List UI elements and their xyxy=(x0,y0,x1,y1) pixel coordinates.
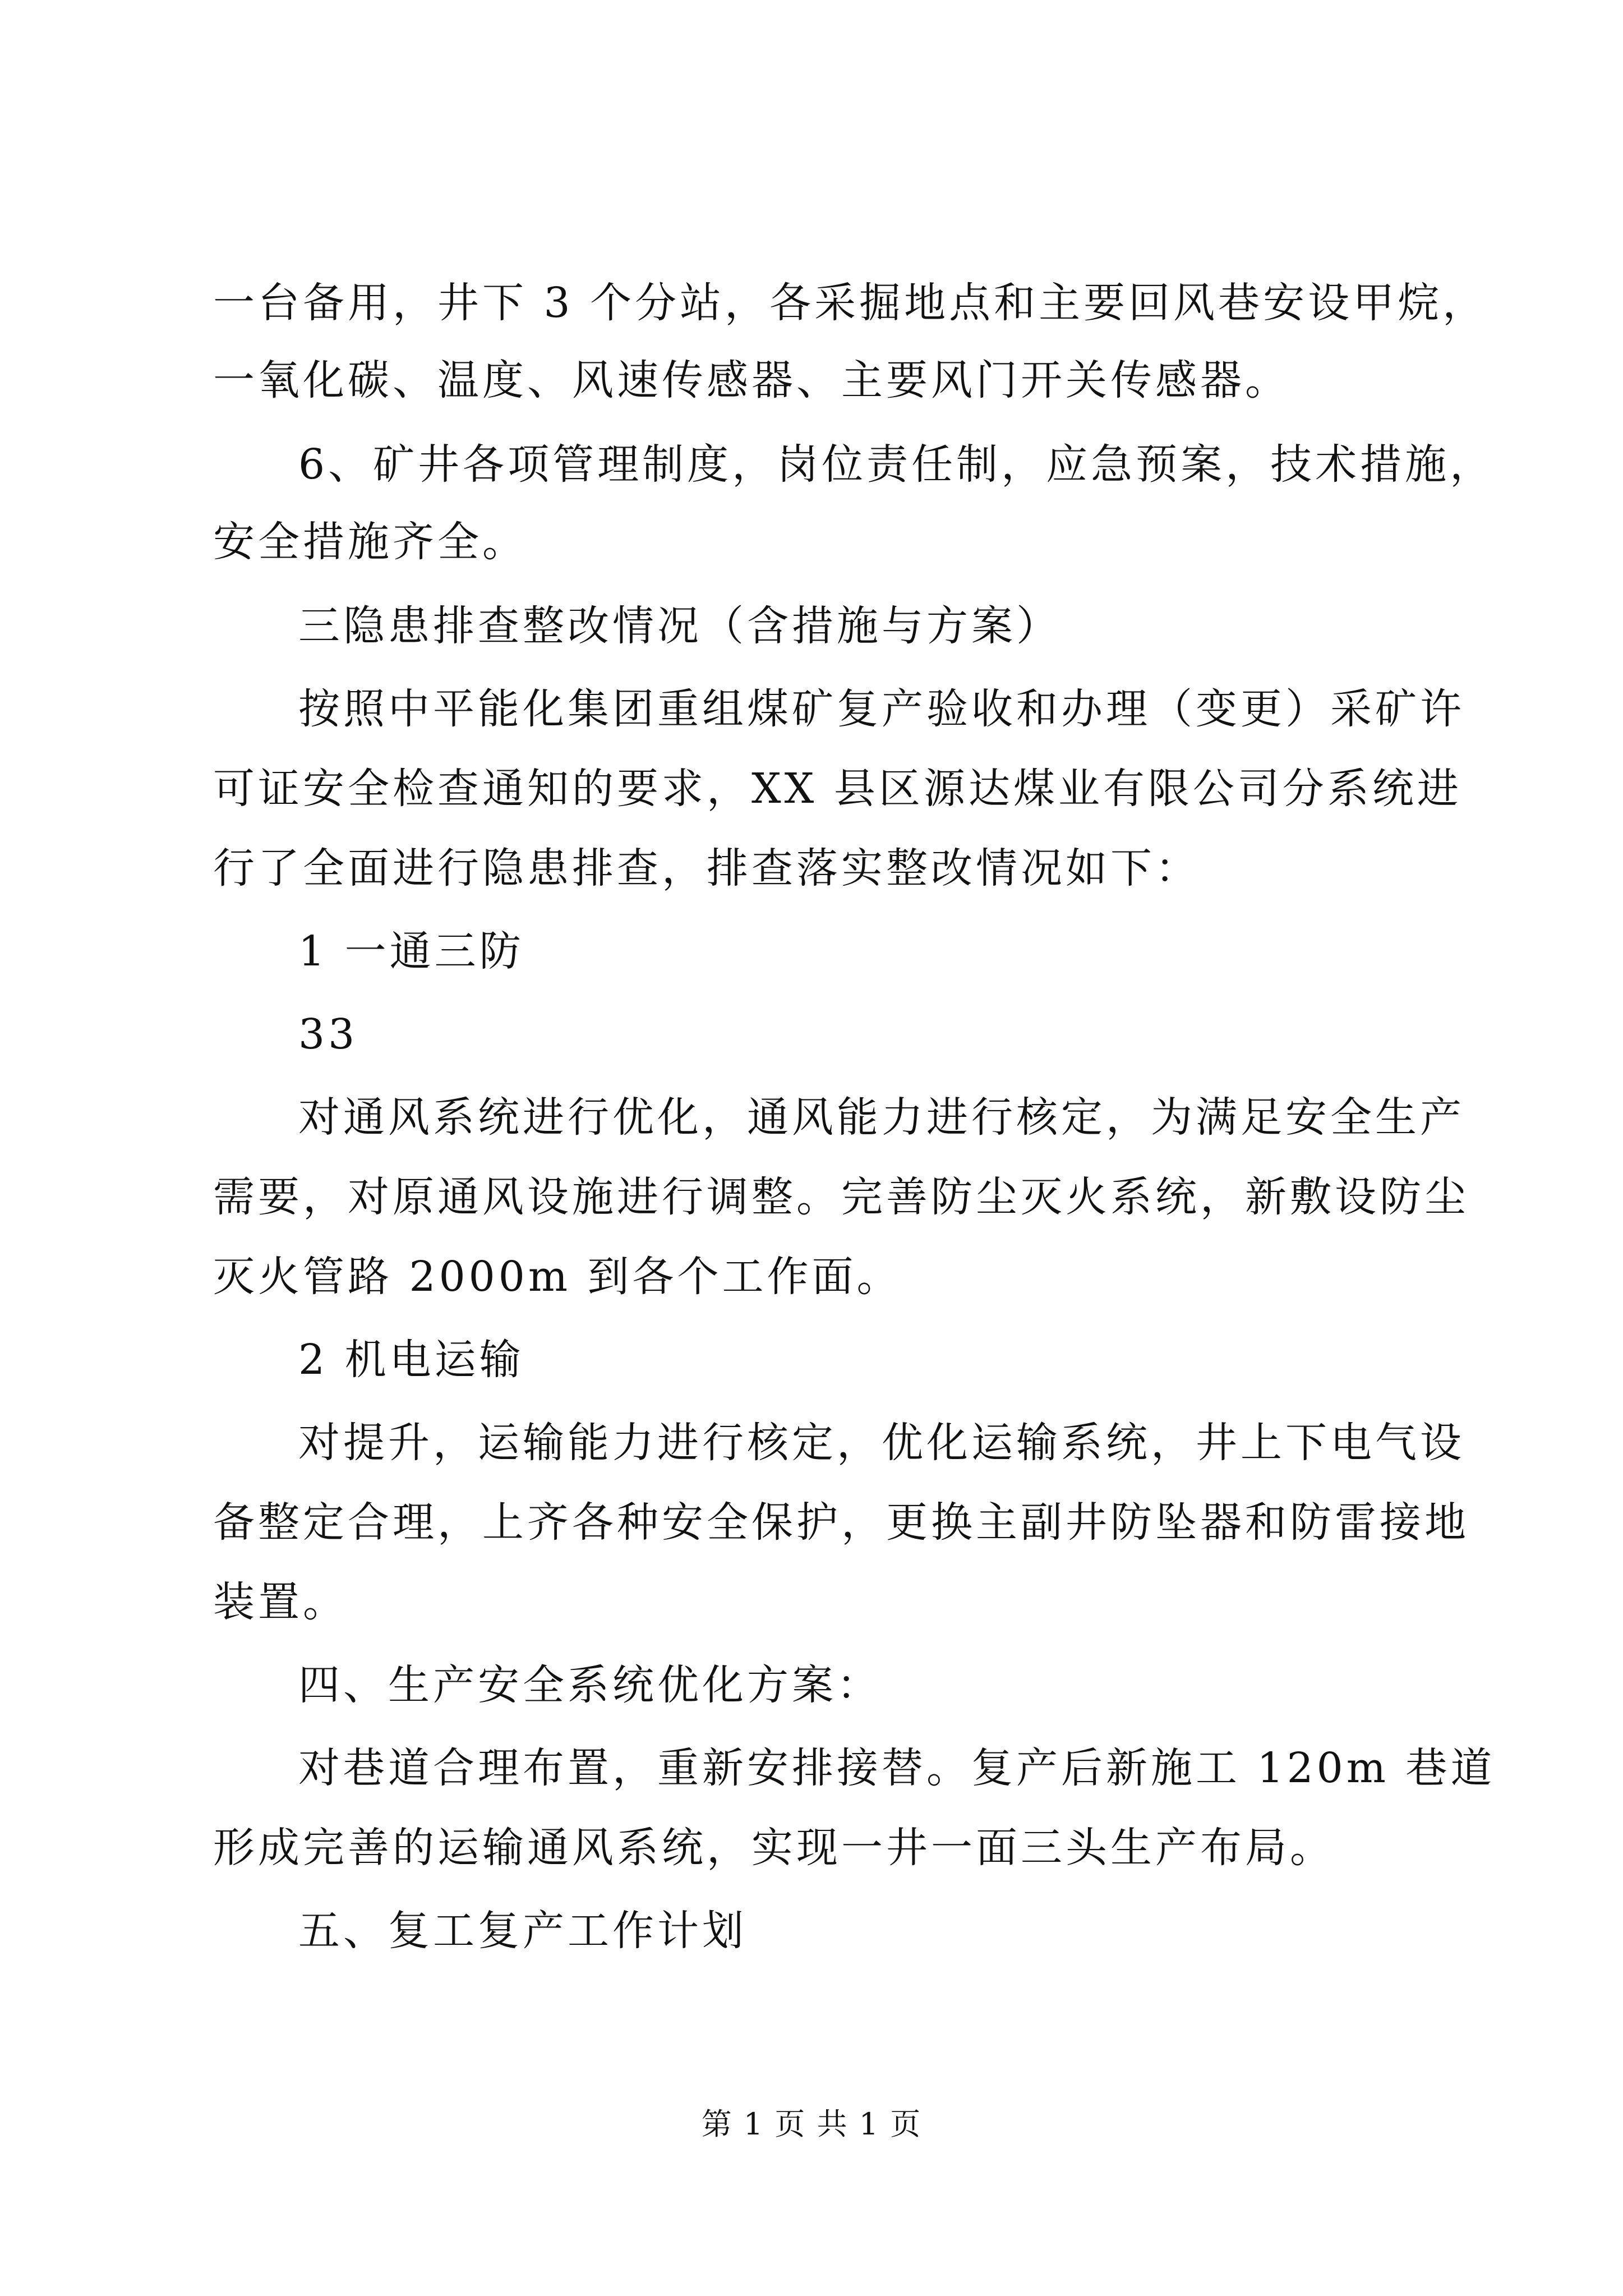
paragraph-7-line-2: 需要，对原通风设施进行调整。完善防尘灭火系统，新敷设防尘 xyxy=(213,1173,1469,1221)
paragraph-11-line-1: 对巷道合理布置，重新安排接替。复产后新施工 120m 巷道 xyxy=(298,1744,1496,1792)
paragraph-2-line-2: 安全措施齐全。 xyxy=(213,518,527,566)
paragraph-2-line-1: 6、矿井各项管理制度，岗位责任制，应急预案，技术措施， xyxy=(298,440,1495,489)
section-heading-3: 三隐患排查整改情况（含措施与方案） xyxy=(298,602,1061,650)
paragraph-4-line-1: 按照中平能化集团重组煤矿复产验收和办理（变更）采矿许 xyxy=(298,685,1465,733)
subheading-1: 1 一通三防 xyxy=(298,927,524,976)
paragraph-7-line-3: 灭火管路 2000m 到各个工作面。 xyxy=(213,1253,902,1301)
paragraph-4-line-3: 行了全面进行隐患排查，排查落实整改情况如下： xyxy=(213,844,1200,892)
paragraph-1-line-2: 一氧化碳、温度、风速传感器、主要风门开关传感器。 xyxy=(213,356,1290,404)
paragraph-4-line-2: 可证安全检查通知的要求，XX 县区源达煤业有限公司分系统进 xyxy=(213,765,1462,813)
paragraph-7-line-1: 对通风系统进行优化，通风能力进行核定，为满足安全生产 xyxy=(298,1093,1465,1142)
paragraph-9-line-1: 对提升，运输能力进行核定，优化运输系统，井上下电气设 xyxy=(298,1419,1465,1467)
stray-number: 33 xyxy=(298,1010,358,1059)
page-footer: 第 1 页 共 1 页 xyxy=(701,2106,922,2142)
subheading-2: 2 机电运输 xyxy=(298,1336,524,1384)
paragraph-11-line-2: 形成完善的运输通风系统，实现一井一面三头生产布局。 xyxy=(213,1824,1335,1872)
section-heading-5: 五、复工复产工作计划 xyxy=(298,1907,747,1955)
paragraph-9-line-2: 备整定合理，上齐各种安全保护，更换主副井防坠器和防雷接地 xyxy=(213,1498,1469,1547)
paragraph-9-line-3: 装置。 xyxy=(213,1578,348,1626)
paragraph-1-line-1: 一台备用，井下 3 个分站，各采掘地点和主要回风巷安设甲烷， xyxy=(213,279,1488,327)
section-heading-4: 四、生产安全系统优化方案： xyxy=(298,1661,882,1709)
